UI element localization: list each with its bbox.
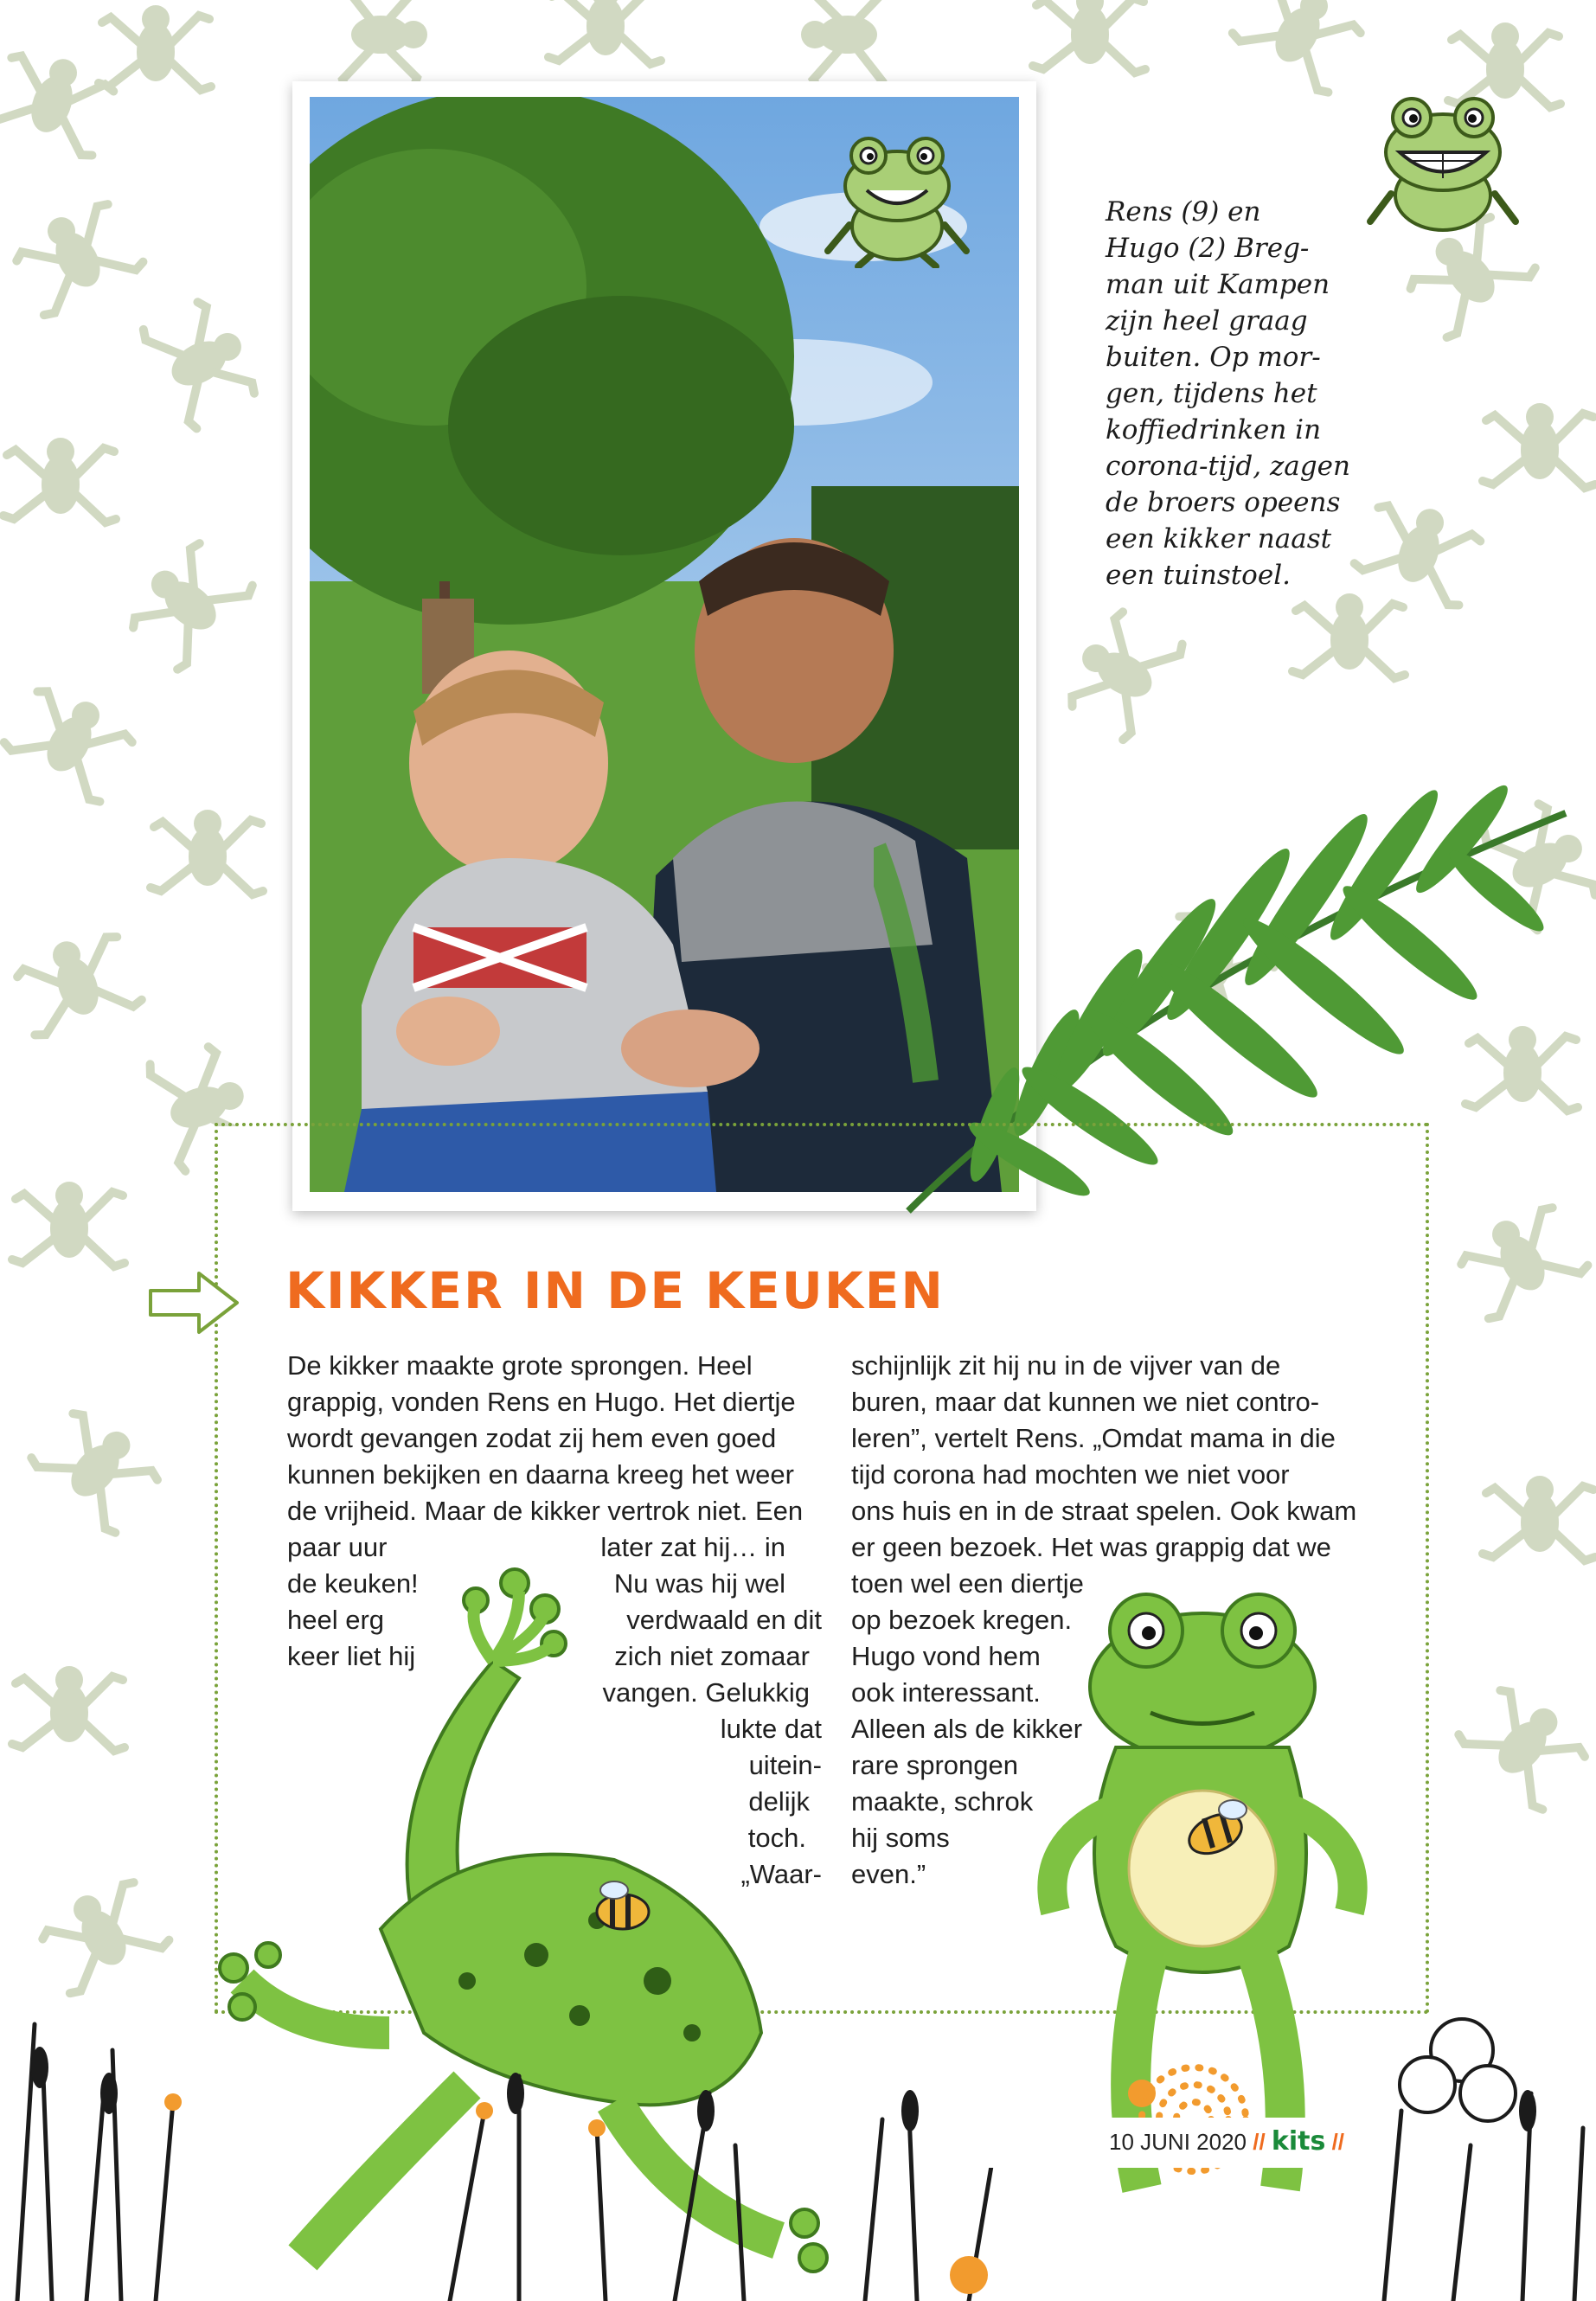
text-line: „Waar- <box>740 1859 822 1889</box>
footer-date: 10 JUNI 2020 <box>1109 2129 1247 2155</box>
text-line: er geen bezoek. Het was grappig dat we <box>851 1532 1331 1562</box>
text-line: grappig, vonden Rens en Hugo. Het diertje <box>287 1387 796 1417</box>
caption-line: buiten. Op mor- <box>1106 342 1321 373</box>
text-line: leren”, vertelt Rens. „Omdat mama in die <box>851 1423 1336 1453</box>
text-line: ook interessant. <box>851 1677 1041 1708</box>
caption-line: een tuinstoel. <box>1106 560 1291 591</box>
text-line: keer liet hij <box>287 1641 416 1671</box>
text-line: lukte dat <box>720 1714 822 1744</box>
meadow-plants-decoration <box>0 1920 1596 2301</box>
caption-line: Rens (9) en <box>1106 196 1261 228</box>
grinning-frog-badge-icon <box>1365 92 1521 239</box>
text-line: zich niet zomaar <box>614 1641 810 1671</box>
text-line: toen wel een diertje <box>851 1568 1084 1599</box>
text-line: schijnlijk zit hij nu in de vijver van de <box>851 1350 1281 1381</box>
text-line: rare sprongen <box>851 1750 1019 1780</box>
text-line: wordt gevangen zodat zij hem even goed <box>287 1423 777 1453</box>
text-line: hij soms <box>851 1823 950 1853</box>
text-line: delijk <box>748 1786 810 1817</box>
arrow-right-icon <box>147 1268 242 1337</box>
text-line: Nu was hij wel <box>613 1568 785 1599</box>
footer-separator-end: // <box>1331 2129 1345 2155</box>
text-line: heel erg <box>287 1605 385 1635</box>
footer <box>1109 2126 1344 2157</box>
caption-line: man uit Kampen <box>1106 269 1330 300</box>
text-line: vangen. Gelukkig <box>602 1677 810 1708</box>
text-line: De kikker maakte grote sprongen. Heel <box>287 1350 753 1381</box>
text-line: even.” <box>851 1859 926 1889</box>
caption-line: zijn heel graag <box>1106 305 1308 336</box>
text-line: Hugo vond hem <box>851 1641 1041 1671</box>
photo-caption <box>1106 194 1382 593</box>
smiling-frog-badge-icon <box>824 130 971 268</box>
text-line: toch. <box>747 1823 806 1853</box>
text-line: buren, maar dat kunnen we niet contro- <box>851 1387 1320 1417</box>
footer-separator: // <box>1253 2129 1266 2155</box>
text-line: ons huis en in de straat spelen. Ook kwam <box>851 1496 1357 1526</box>
text-line: de vrijheid. Maar de kikker vertrok niet. Een <box>287 1496 804 1526</box>
text-line: later zat hij… in <box>600 1532 785 1562</box>
caption-line: de broers opeens <box>1106 487 1341 518</box>
caption-line: Hugo (2) Breg- <box>1106 233 1310 264</box>
text-line: kunnen bekijken en daarna kreeg het weer <box>287 1459 794 1490</box>
caption-line: gen, tijdens het <box>1106 378 1317 409</box>
caption-line: een kikker naast <box>1106 523 1332 554</box>
text-line: op bezoek kregen. <box>851 1605 1073 1635</box>
text-line: Alleen als de kikker <box>851 1714 1083 1744</box>
text-line: tijd corona had mochten we niet voor <box>851 1459 1290 1490</box>
article-column-1-top <box>287 1348 841 1538</box>
text-line: uitein- <box>748 1750 822 1780</box>
caption-line: koffiedrinken in <box>1106 414 1322 445</box>
article-title: KIKKER IN DE KEUKEN <box>285 1261 945 1320</box>
text-line: verdwaald en dit <box>626 1605 822 1635</box>
text-line: de keuken! <box>287 1568 419 1599</box>
caption-line: corona-tijd, zagen <box>1106 451 1350 482</box>
text-line: maakte, schrok <box>851 1786 1034 1817</box>
footer-brand-logo: kits <box>1271 2126 1326 2157</box>
text-line: paar uur <box>287 1532 388 1562</box>
